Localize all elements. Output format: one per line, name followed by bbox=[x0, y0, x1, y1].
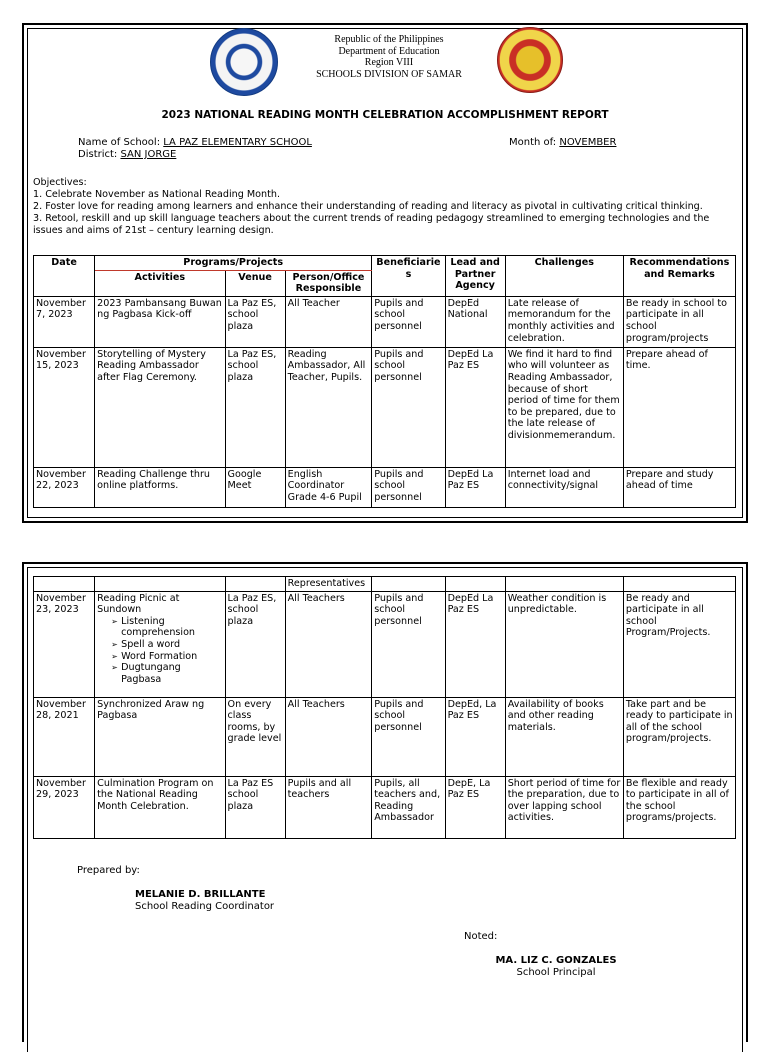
cell-person: Pupils and all teachers bbox=[285, 776, 372, 838]
cell-lead: DepE, La Paz ES bbox=[445, 776, 505, 838]
cell-lead: DepEd La Paz ES bbox=[445, 591, 505, 697]
preparer-title: School Reading Coordinator bbox=[135, 901, 275, 912]
school-name: LA PAZ ELEMENTARY SCHOOL bbox=[163, 137, 312, 148]
report-title: 2023 NATIONAL READING MONTH CELEBRATION ACCOMPLISHMENT REPORT bbox=[161, 109, 609, 121]
activity-title: Reading Picnic at Sundown bbox=[97, 592, 180, 616]
cell-activity: Synchronized Araw ng Pagbasa bbox=[95, 697, 225, 776]
list-item: ➢ Listening comprehension bbox=[111, 616, 222, 639]
cell-venue: La Paz ES, school plaza bbox=[225, 591, 285, 697]
district-name: SAN JORGE bbox=[120, 149, 177, 160]
header-activities: Activities bbox=[95, 270, 225, 296]
cell-date: November 23, 2023 bbox=[34, 591, 95, 697]
month-label: Month of: bbox=[509, 137, 560, 148]
header-venue: Venue bbox=[225, 270, 285, 296]
preparer-name: MELANIE D. BRILLANTE bbox=[135, 889, 266, 900]
table-row bbox=[34, 577, 736, 592]
noter-name: MA. LIZ C. GONZALES bbox=[495, 955, 617, 966]
header-recommendations: Recommendations and Remarks bbox=[623, 256, 735, 297]
cell-venue: La Paz ES, school plaza bbox=[225, 296, 285, 347]
cell-venue: On every class rooms, by grade level bbox=[225, 697, 285, 776]
cell-challenges: Availability of books and other reading materials. bbox=[505, 697, 623, 776]
cell-person-carry-over: Representatives bbox=[285, 577, 372, 592]
letterhead-line-2: Department of Education bbox=[338, 45, 440, 57]
accomplishment-table-page-2 bbox=[33, 576, 736, 839]
objective-item: 1. Celebrate November as National Reading Month. bbox=[33, 189, 281, 200]
header-programs: Programs/Projects bbox=[95, 256, 372, 271]
report-page-2 bbox=[22, 562, 748, 1042]
cell-remarks: Prepare and study ahead of time bbox=[623, 467, 735, 507]
header-beneficiaries: Beneficiarie s bbox=[372, 256, 445, 297]
table-row bbox=[34, 697, 736, 776]
objectives-heading: Objectives: bbox=[33, 177, 87, 188]
month-value: NOVEMBER bbox=[559, 137, 617, 148]
cell-activity: Storytelling of Mystery Reading Ambassador after Flag Ceremony. bbox=[95, 347, 225, 467]
cell-lead: DepEd, La Paz ES bbox=[445, 697, 505, 776]
cell-activity: Reading Challenge thru online platforms. bbox=[95, 467, 225, 507]
accomplishment-table-page-1 bbox=[33, 255, 736, 508]
table-row bbox=[34, 347, 736, 467]
cell-person: Reading Ambassador, All Teacher, Pupils. bbox=[285, 347, 372, 467]
header-challenges: Challenges bbox=[505, 256, 623, 297]
cell-person: English Coordinator Grade 4-6 Pupil bbox=[285, 467, 372, 507]
noter-block bbox=[494, 955, 618, 979]
cell-venue: Google Meet bbox=[225, 467, 285, 507]
cell-person: All Teacher bbox=[285, 296, 372, 347]
table-row bbox=[34, 591, 736, 697]
cell-remarks: Take part and be ready to participate in all of the school program/projects. bbox=[623, 697, 735, 776]
letterhead-line-4: SCHOOLS DIVISION OF SAMAR bbox=[316, 68, 462, 80]
letterhead-line-3: Region VIII bbox=[364, 57, 414, 68]
letterhead-line-1: Republic of the Philippines bbox=[334, 34, 444, 45]
cell-person: All Teachers bbox=[285, 591, 372, 697]
cell-challenges: Late release of memorandum for the monthly activities and celebration. bbox=[505, 296, 623, 347]
table-row bbox=[34, 776, 736, 838]
cell-activity: Culmination Program on the National Reading Month Celebration. bbox=[95, 776, 225, 838]
list-item: ➢ Dugtungang Pagbasa bbox=[111, 662, 222, 685]
district-label: District: bbox=[78, 149, 121, 160]
cell-lead: DepEd La Paz ES bbox=[445, 467, 505, 507]
objectives bbox=[33, 177, 738, 237]
cell-challenges: Weather condition is unpredictable. bbox=[505, 591, 623, 697]
cell-lead: DepEd National bbox=[445, 296, 505, 347]
school-info bbox=[78, 137, 312, 161]
school-label: Name of School: bbox=[78, 137, 164, 148]
prepared-by-label: Prepared by: bbox=[77, 865, 140, 876]
cell-beneficiaries: Pupils and school personnel bbox=[372, 347, 445, 467]
objective-item: 2. Foster love for reading among learners and enhance their understanding of reading and literacy as pivotal in cultivating critical thinking. bbox=[33, 201, 703, 212]
header-person: Person/Office Responsible bbox=[285, 270, 372, 296]
cell-lead: DepEd La Paz ES bbox=[445, 347, 505, 467]
cell-venue: La Paz ES school plaza bbox=[225, 776, 285, 838]
report-page-1 bbox=[22, 23, 748, 523]
letterhead bbox=[274, 34, 504, 80]
cell-venue: La Paz ES, school plaza bbox=[225, 347, 285, 467]
cell-person: All Teachers bbox=[285, 697, 372, 776]
samar-division-seal-logo bbox=[497, 27, 563, 93]
cell-beneficiaries: Pupils and school personnel bbox=[372, 296, 445, 347]
cell-beneficiaries: Pupils and school personnel bbox=[372, 467, 445, 507]
preparer-block bbox=[135, 889, 274, 913]
cell-date: November 22, 2023 bbox=[34, 467, 95, 507]
cell-activity bbox=[95, 591, 225, 697]
cell-date: November 28, 2021 bbox=[34, 697, 95, 776]
list-item: ➢ Spell a word bbox=[111, 639, 222, 651]
cell-remarks: Be ready in school to participate in all school program/projects bbox=[623, 296, 735, 347]
month-info bbox=[509, 137, 616, 149]
cell-activity: 2023 Pambansang Buwan ng Pagbasa Kick-off bbox=[95, 296, 225, 347]
noter-title: School Principal bbox=[516, 967, 596, 978]
cell-date: November 29, 2023 bbox=[34, 776, 95, 838]
noted-label: Noted: bbox=[464, 931, 498, 942]
cell-remarks: Be flexible and ready to participate in all of the school programs/projects. bbox=[623, 776, 735, 838]
cell-beneficiaries: Pupils and school personnel bbox=[372, 697, 445, 776]
cell-remarks: Prepare ahead of time. bbox=[623, 347, 735, 467]
table-row bbox=[34, 296, 736, 347]
cell-date: November 7, 2023 bbox=[34, 296, 95, 347]
list-item: ➢ Word Formation bbox=[111, 651, 222, 663]
cell-beneficiaries: Pupils, all teachers and, Reading Ambassador bbox=[372, 776, 445, 838]
table-row bbox=[34, 467, 736, 507]
objective-item: 3. Retool, reskill and up skill language teachers about the current trends of reading pedagogy streamlined to emerging technologies and the issues and aims of 21st – century learning design. bbox=[33, 213, 710, 236]
activity-sub-list bbox=[97, 616, 222, 686]
cell-remarks: Be ready and participate in all school Program/Projects. bbox=[623, 591, 735, 697]
cell-date: November 15, 2023 bbox=[34, 347, 95, 467]
cell-beneficiaries: Pupils and school personnel bbox=[372, 591, 445, 697]
cell-challenges: Internet load and connectivity/signal bbox=[505, 467, 623, 507]
deped-seal-logo bbox=[210, 28, 278, 96]
header-date: Date bbox=[34, 256, 95, 297]
cell-challenges: We find it hard to find who will volunteer as Reading Ambassador, because of short period of time for them to be prepared, due to the late release of divisionmemerandum. bbox=[505, 347, 623, 467]
cell-challenges: Short period of time for the preparation, due to over lapping school activities. bbox=[505, 776, 623, 838]
header-lead-agency: Lead and Partner Agency bbox=[445, 256, 505, 297]
